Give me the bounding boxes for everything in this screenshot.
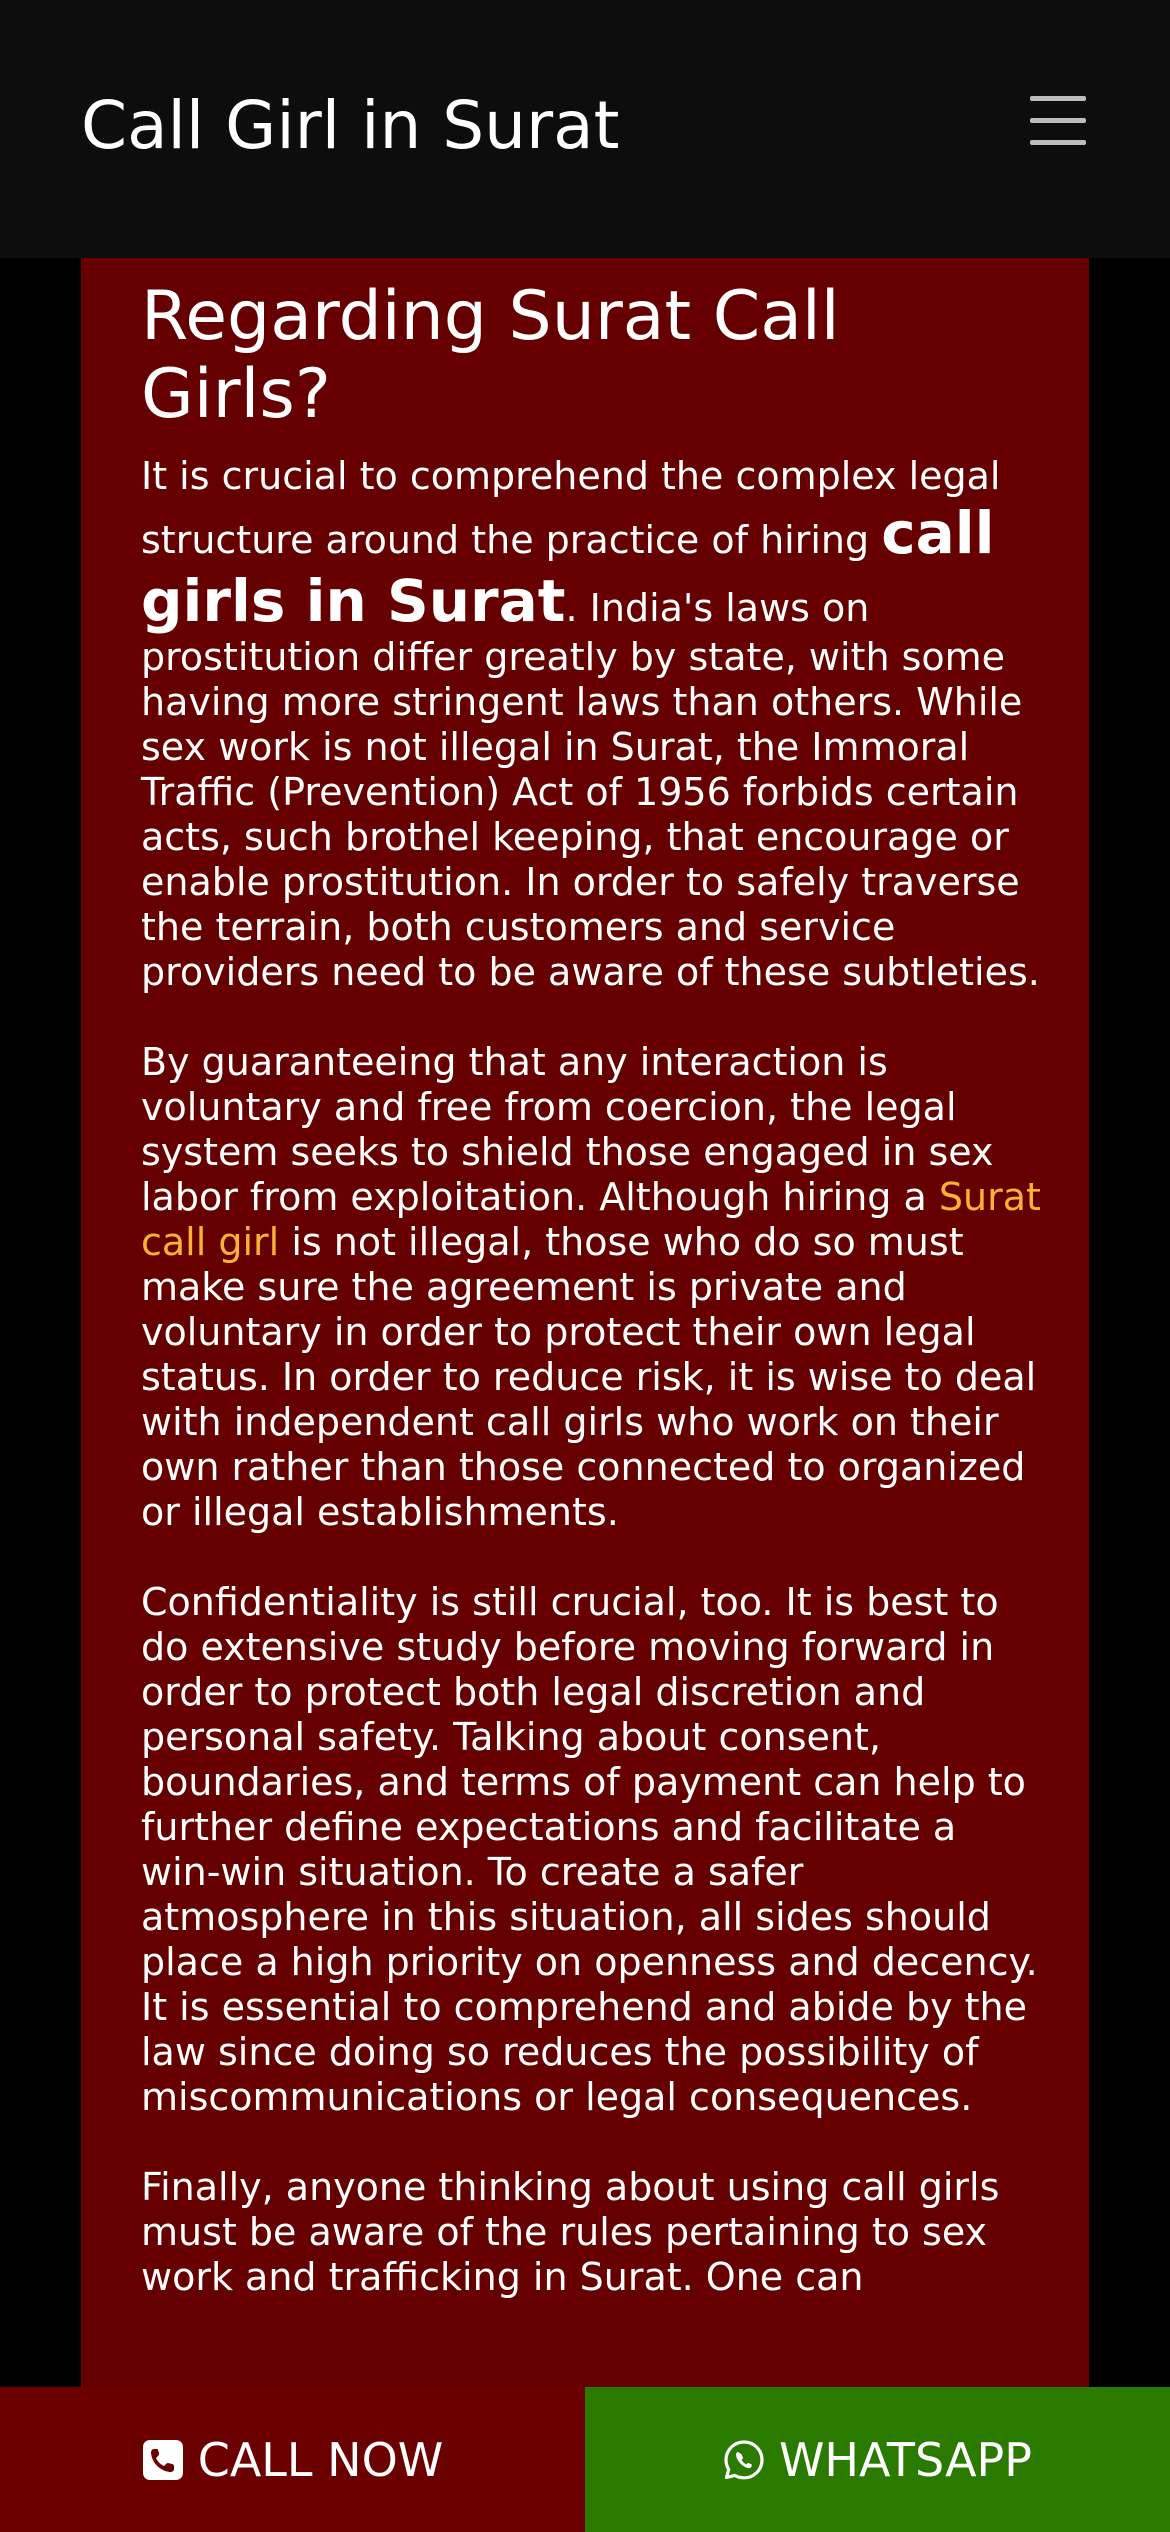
article-body bbox=[141, 200, 1041, 2345]
whatsapp-label: WHATSAPP bbox=[778, 2432, 1033, 2487]
whatsapp-button[interactable] bbox=[585, 2387, 1170, 2532]
call-now-label: CALL NOW bbox=[197, 2432, 444, 2487]
paragraph-2-start: By guaranteeing that any interaction is voluntary and free from coercion, the legal system seeks to shield those engaged in sex labor from exploitation. Although hiring a bbox=[141, 1040, 994, 1219]
paragraph-3: Confidentiality is still crucial, too. It is best to do extensive study before moving forward in order to protect both legal discretion and personal safety. Talking about consent, boundaries, and terms of payment can help to further define expectations and facilitate a win-win situation. To create a safer atmosphere in this situation, all sides should place a high priority on openness and decency. It is essential to comprehend and abide by the law since doing so reduces the possibility of miscommunications or legal consequences. bbox=[141, 1580, 1038, 2119]
menu-bar-top bbox=[1030, 96, 1086, 101]
surat-call-girl-link[interactable]: Surat call girl bbox=[141, 1175, 1041, 1264]
paragraph-1 bbox=[141, 454, 1041, 995]
bottom-action-bar bbox=[0, 2387, 1170, 2532]
heading-line-1: Regarding Surat Call bbox=[141, 277, 840, 356]
call-now-button[interactable] bbox=[0, 2387, 585, 2532]
paragraph-1-end: . India's laws on prostitution differ greatly by state, with some having more stringent laws than others. While sex work is not illegal in Surat, the Immoral Traffic (Prevention) Act of 1956 forbids certain acts, such brothel keeping, that encourage or enable prostitution. In order to safely traverse the terrain, both customers and service providers need to be aware of these subtleties. bbox=[141, 586, 1040, 994]
menu-bar-middle bbox=[1030, 118, 1086, 123]
menu-bar-bottom bbox=[1030, 140, 1086, 145]
phone-square-icon bbox=[142, 2439, 184, 2481]
paragraph-2 bbox=[141, 1040, 1041, 1535]
whatsapp-icon bbox=[723, 2439, 765, 2481]
paragraph-1-start: It is crucial to comprehend the complex legal structure around the practice of hiring bbox=[141, 454, 1001, 562]
paragraph-4: Finally, anyone thinking about using call girls must be aware of the rules pertaining to sex work and trafficking in Surat. One can bbox=[141, 2165, 1000, 2299]
content-card bbox=[81, 200, 1089, 2532]
keyword-call-girls-in-surat: call girls in Surat bbox=[141, 499, 995, 635]
site-header bbox=[0, 0, 1170, 258]
paragraph-2-end: is not illegal, those who do so must make sure the agreement is private and voluntary in order to protect their own legal status. In order to reduce risk, it is wise to deal with independent call girls who work on their own rather than those connected to organized or illegal establishments. bbox=[141, 1220, 1037, 1534]
heading-line-2: Girls? bbox=[141, 355, 331, 434]
brand-title[interactable]: Call Girl in Surat bbox=[81, 87, 620, 164]
hamburger-menu-icon[interactable] bbox=[1026, 92, 1090, 152]
